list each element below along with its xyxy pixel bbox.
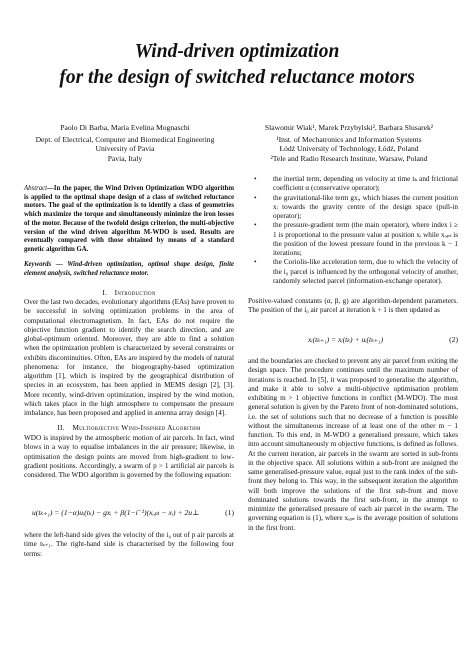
author-block-right xyxy=(244,123,454,163)
equation-2-number: (2) xyxy=(449,335,458,344)
bullet-icon: • xyxy=(254,175,257,183)
affiliation-right-2: Łódź University of Technology, Łódź, Poland xyxy=(279,144,419,154)
introduction-paragraph: Over the last two decades, evolutionary algorithms (EAs) have proven to be successful in solving optimization problems in the area of computational electromagnetism. In fact, EAs do not require the objective function gradient to identify the search direction, and are global-optimum oriented. Moreover, they are able to find a solution when the optimization problem is characterized by several constraints or exhibits discontinuities. Often, EAs are inspired by the models of natural phenomena: for instance, the biogeography-based optimization algorithm [1], which is inspired by the geographical distribution of species in an ecosystem, has been applied in MEMS design [2], [3]. More recently, wind-driven optimization, inspired by the wind motion, which takes place in the high atmosphere to compensate the pressure imbalance, has been proposed and applied in antenna array design [4]. xyxy=(24,298,234,417)
author-block-left xyxy=(20,123,230,163)
list-item xyxy=(248,194,458,222)
author-names-right: Slawomir Wiak¹, Marek Przybylski², Barbara Slusarek² xyxy=(264,123,434,132)
bullet-icon: • xyxy=(254,193,257,202)
affiliation-left-3: Pavia, Italy xyxy=(107,153,143,163)
algorithm-paragraph-after-equation: where the left-hand side gives the velocity of the i₀ out of p air parcels at time tₖ₊₁. The right-hand side is characterised by the following four terms: xyxy=(24,531,234,558)
list-item-text: the pressure-gradient term (the main operator), where index i ≥ 1 is proportional to the pressure value at position xᵢ while xₒₚₜ is the position of the lowest pressure found in the previous k − 1 iterations; xyxy=(273,221,458,257)
parameters-paragraph: Positive-valued constants (α, β, g) are algorithm-dependent parameters. The position of the i₀ air parcel at iteration k + 1 is then updated as xyxy=(248,297,458,315)
affiliation-left-2: University of Pavia xyxy=(95,144,155,154)
term-list xyxy=(248,175,458,286)
equation-1-expression: u(tₖ₊₁) = (1−α)uᵢ(tₖ) − gxᵢ + β(1−i⁻¹)(xₒₚₜ − xᵢ) + 2u⊥ xyxy=(32,508,200,517)
algorithm-paragraph: WDO is inspired by the atmospheric motion of air parcels. In fact, wind blows in a way to equalise imbalances in the air pressure; likewise, in optimisation the design points are moved from high-gradient to low-gradient positions. Accordingly, a swarm of p > 1 artificial air parcels is considered. The WDO algorithm is governed by the following equation: xyxy=(24,434,234,479)
author-names-left: Paolo Di Barba, Maria Evelina Mognaschi xyxy=(60,123,190,132)
keywords xyxy=(24,261,234,278)
bullet-icon: • xyxy=(254,221,257,230)
equation-1-number: (1) xyxy=(225,508,234,517)
list-item xyxy=(248,258,458,286)
list-item-text: the Coriolis-like acceleration term, due to which the velocity of the i₀ parcel is influenced by the orthogonal velocity of another, randomly selected parcel (information-exchange operator). xyxy=(273,258,458,285)
section-heading-introduction: I. Introduction xyxy=(102,288,156,297)
bullet-icon: • xyxy=(254,258,257,267)
equation-1 xyxy=(24,508,234,522)
abstract xyxy=(24,185,234,255)
mwdo-paragraph: and the boundaries are checked to prevent any air parcel from exiting the design space. The procedure continues until the maximum number of iterations is reached. In [5], it was proposed to generalise the algorithm, and make it able to solve a multi-objective optimisation problem exhibiting m > 1 objective functions in conflict (M-WDO). The most general solution is given by the Pareto front of non-dominated solutions, i.e. the set of solutions such that no decrease of a function is possible without the simultaneous increase of at least one of the other m − 1 function. To this end, in M-WDO a generalised pressure, which takes into account simultaneously m objective functions, is defined as follows. At the current iteration, air parcels in the swarm are sorted in sub-fronts in the objective space. All solutions within a sub-front are assigned the same generalised-pressure value, equal just to the rank index of the sub-front they belong to. This way, in the subsequent iteration the algorithm will both improve the solutions of the first sub-front and move dominated solutions towards the first sub-front, in the attempt to minimize the generalised pressure of each air parcel in the swarm. The governing equation is (1), where xₒₚₜ is the average position of solutions in the first front. xyxy=(248,357,458,532)
affiliation-right-3: ²Tele and Radio Research Institute, Warsaw, Poland xyxy=(270,153,428,163)
paper-title-line-2: for the design of switched reluctance motors xyxy=(59,67,415,88)
list-item-text: the gravitational-like term gxᵢ, which biases the current position xᵢ towards the gravity centre of the design space (pull-in operator); xyxy=(273,193,458,220)
list-item xyxy=(248,175,458,194)
keywords-label: Keywords xyxy=(24,261,52,268)
affiliation-right-1: ¹Inst. of Mechatronics and Information Systems xyxy=(276,134,422,144)
equation-2 xyxy=(248,335,458,349)
paper-title-line-1: Wind-driven optimization xyxy=(134,41,340,62)
list-item xyxy=(248,221,458,258)
list-item-text: the inertial term, depending on velocity at time tₖ and frictional coefficient α (conservative operator); xyxy=(273,175,458,193)
affiliation-left-1: Dept. of Electrical, Computer and Biomedical Engineering xyxy=(35,134,215,144)
keywords-text: — Wind-driven optimization, optimal shape design, finite element analysis, switched reluctance motor. xyxy=(24,261,234,277)
section-heading-algorithm: II. Multiobjective Wind-Inspired Algorithm xyxy=(57,423,201,432)
equation-2-expression: xᵢ(tₖ₊₁) = xᵢ(tₖ) + uᵢ(tₖ₊₁) xyxy=(308,335,384,344)
abstract-label: Abstract xyxy=(24,185,48,192)
abstract-text: —In the paper, the Wind Driven Optimization WDO algorithm is applied to the optimal shape design of a class of switched reluctance motors. The goal of the optimization is to identify a class of geometries which maximize the torque and simultaneously minimize the iron losses of the motor. Because of the twofold design criterion, the multi-objective version of the wind driven algorithm M-WDO is used. Results are eventually compared with those obtained by means of a standard genetic algorithm GA. xyxy=(24,185,234,253)
